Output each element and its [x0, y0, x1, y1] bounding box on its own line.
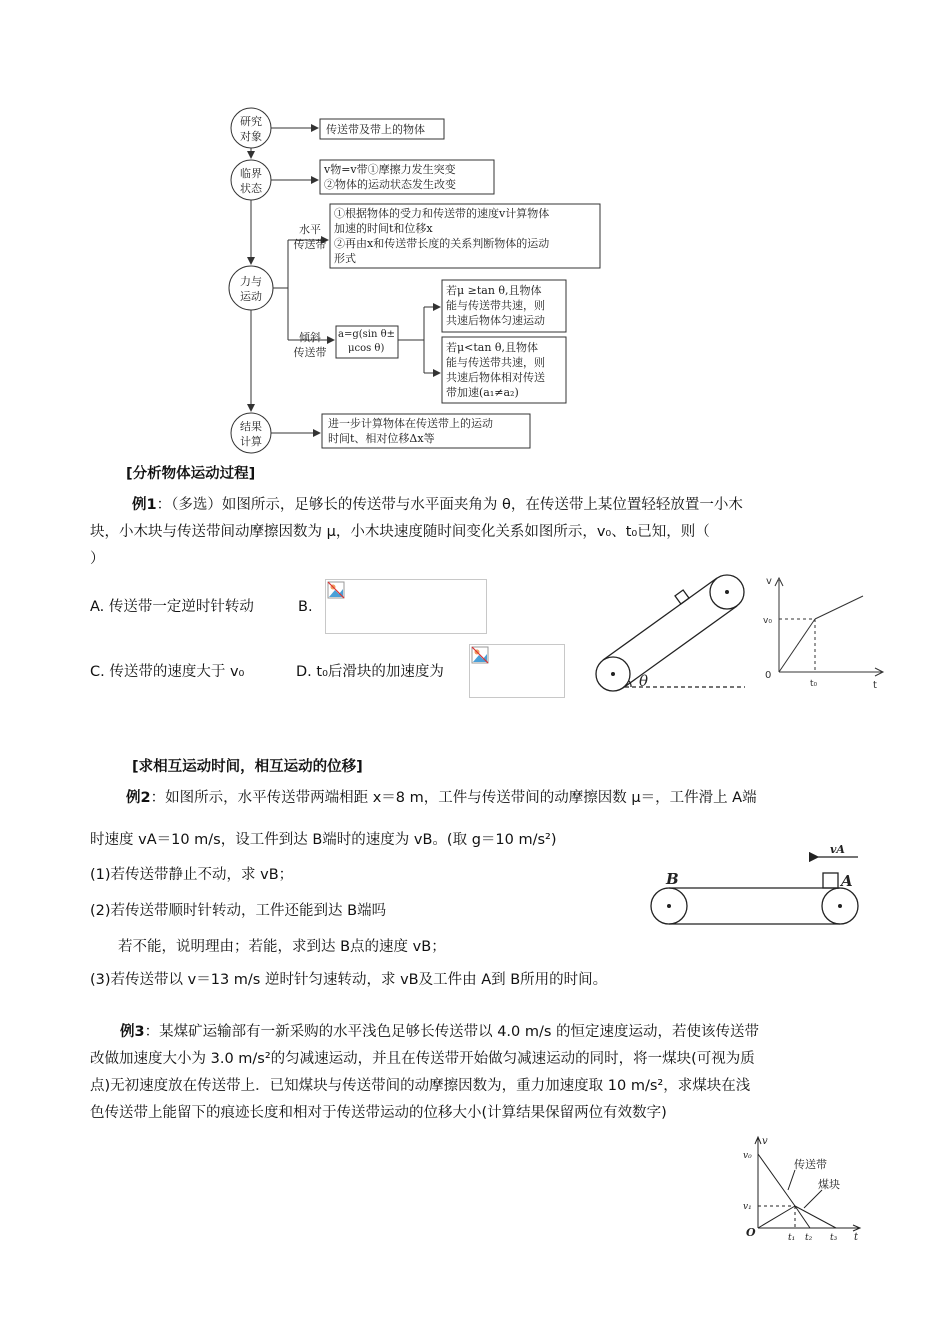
box-line: 能与传送带共速，则 — [446, 356, 545, 369]
branch-text: 倾斜 — [299, 331, 321, 344]
section-heading-analysis: [分析物体运动过程] — [126, 466, 256, 482]
box-line: 时间t、相对位移Δx等 — [328, 432, 435, 445]
example2-line2: 时速度 vA＝10 m/s，设工件到达 B端时的速度为 vB。(取 g＝10 m/s²) — [90, 832, 557, 848]
node-text: 状态 — [240, 182, 262, 195]
node-critical-state-label — [239, 166, 263, 196]
branch-text: 水平 — [299, 223, 321, 236]
broken-image-b — [325, 579, 487, 634]
example-text: ：某煤矿运输部有一新采购的水平浅色足够长传送带以 4.0 m/s 的恒定速度运动，若使该传送带 — [144, 1024, 760, 1040]
box-object: 传送带及带上的物体 — [326, 123, 425, 136]
graph2-t1-label: t₁ — [788, 1233, 796, 1243]
question-1: (1)若传送带静止不动，求 vB； — [90, 867, 294, 883]
branch-incline-label — [292, 330, 328, 360]
label-belt: 传送带 — [794, 1158, 827, 1171]
box-line: 能与传送带共速，则 — [446, 299, 545, 312]
node-text: 计算 — [240, 435, 262, 448]
graph2-t2-label: t₂ — [805, 1233, 813, 1243]
box-case2 — [446, 340, 545, 400]
question-3: (3)若传送带以 v＝13 m/s 逆时针匀速转动，求 vB及工件由 A到 B所用的时间。 — [90, 972, 608, 988]
example3-line1 — [120, 1021, 759, 1043]
label-va: vA — [830, 843, 845, 856]
branch-text: 传送带 — [293, 238, 327, 251]
broken-image-icon — [471, 646, 489, 664]
vt-graph-2 — [740, 1132, 870, 1244]
label-a: A — [841, 872, 853, 890]
example2-line1 — [126, 787, 757, 809]
question-2: (2)若传送带顺时针转动，工件还能到达 B端吗 — [90, 903, 387, 919]
box-line: 加速的时间t和位移x — [334, 222, 433, 235]
option-d: D. t₀后滑块的加速度为 — [296, 664, 444, 680]
graph2-v0-label: v₀ — [743, 1151, 752, 1161]
section-heading-relative-motion: [求相互运动时间，相互运动的位移] — [132, 759, 363, 775]
label-b: B — [666, 870, 679, 888]
box-critical — [324, 162, 456, 192]
box-line: a=g(sin θ± — [338, 329, 395, 340]
box-case1 — [446, 283, 545, 328]
option-c: C. 传送带的速度大于 v₀ — [90, 664, 245, 680]
inclined-belt-figure — [595, 570, 755, 695]
box-line: 共速后物体相对传送 — [446, 371, 545, 384]
box-line: ②物体的运动状态发生改变 — [324, 178, 456, 191]
broken-image-d — [469, 644, 565, 698]
horizontal-belt-figure — [640, 835, 870, 935]
box-horizontal — [334, 206, 549, 266]
box-result — [328, 416, 493, 446]
branch-horizontal-label — [292, 222, 328, 252]
example-label: 例3 — [120, 1024, 145, 1040]
box-line: 若μ<tan θ,且物体 — [446, 341, 539, 354]
box-accel — [338, 328, 395, 356]
box-line: ①根据物体的受力和传送带的速度v计算物体 — [334, 207, 550, 220]
graph2-v1-label: v₁ — [743, 1202, 752, 1212]
example-label: 例2 — [126, 790, 151, 806]
node-result-calc-label — [239, 419, 263, 449]
graph-t0-label: t₀ — [810, 679, 818, 689]
example-text: ：如图所示，水平传送带两端相距 x＝8 m，工件与传送带间的动摩擦因数 μ＝，工件滑上 A端 — [150, 790, 757, 806]
graph-t-label: t — [873, 680, 877, 691]
node-research-object-label — [239, 114, 263, 144]
node-text: 对象 — [240, 130, 262, 143]
option-a: A. 传送带一定逆时针转动 — [90, 599, 254, 615]
box-line: 形式 — [334, 252, 356, 265]
box-line: 共速后物体匀速运动 — [446, 314, 545, 327]
example3-line4: 色传送带上能留下的痕迹长度和相对于传送带运动的位移大小(计算结果保留两位有效数字) — [90, 1105, 667, 1121]
graph2-origin-label: O — [746, 1226, 756, 1239]
example1-line1 — [132, 494, 743, 516]
example1-line3: ） — [90, 551, 105, 567]
box-line: 进一步计算物体在传送带上的运动 — [328, 417, 493, 430]
node-text: 力与 — [240, 275, 262, 288]
theta-label: θ — [639, 672, 649, 690]
node-text: 研究 — [240, 115, 262, 128]
box-line: 带加速(a₁≠a₂) — [446, 386, 519, 399]
graph-v-label: v — [766, 576, 772, 587]
node-text: 结果 — [240, 420, 262, 433]
label-coal: 煤块 — [818, 1178, 840, 1191]
graph2-v-label: v — [762, 1136, 768, 1147]
node-force-motion-label — [239, 274, 263, 304]
example-text: ：（多选）如图所示，足够长的传送带与水平面夹角为 θ，在传送带上某位置轻轻放置一小木 — [156, 497, 743, 513]
graph2-t-label: t — [854, 1232, 859, 1243]
graph-origin-label: 0 — [765, 670, 772, 681]
node-text: 临界 — [240, 167, 262, 180]
node-text: 运动 — [240, 290, 262, 303]
example-label: 例1 — [132, 497, 157, 513]
box-line: 若μ ≥tan θ,且物体 — [446, 284, 542, 297]
example3-line2: 改做加速度大小为 3.0 m/s²的匀减速运动，并且在传送带开始做匀减速运动的同时，将一煤块(可视为质 — [90, 1051, 755, 1067]
box-line: μcos θ) — [348, 343, 385, 354]
branch-text: 传送带 — [293, 346, 327, 359]
question-2b: 若不能，说明理由；若能，求到达 B点的速度 vB； — [118, 939, 446, 955]
example3-line3: 点)无初速度放在传送带上．已知煤块与传送带间的动摩擦因数为，重力加速度取 10 m/s²，求煤块在浅 — [90, 1078, 751, 1094]
vt-graph-1 — [755, 570, 895, 695]
option-b: B. — [298, 599, 313, 615]
example1-line2: 块，小木块与传送带间动摩擦因数为 μ，小木块速度随时间变化关系如图所示，v₀、t₀已知，则（ — [90, 524, 710, 540]
box-line: ②再由x和传送带长度的关系判断物体的运动 — [334, 237, 550, 250]
broken-image-icon — [327, 581, 345, 599]
graph-v0-label: v₀ — [763, 616, 772, 626]
graph2-t3-label: t₃ — [830, 1233, 838, 1243]
box-line: v物=v带①摩擦力发生突变 — [324, 163, 456, 176]
